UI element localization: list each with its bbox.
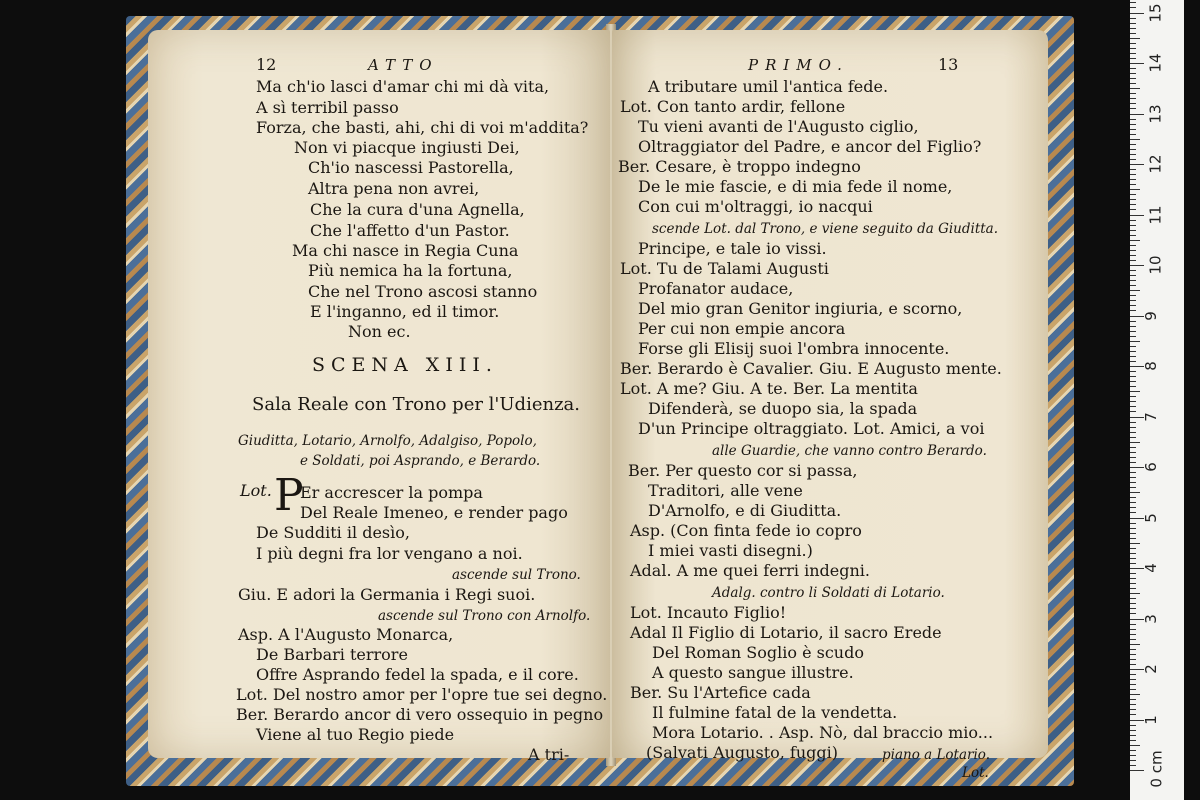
- verse-line: Che la cura d'una Agnella,: [310, 200, 525, 219]
- ruler-number: 11: [1146, 204, 1165, 225]
- dialogue-line: Ber. Cesare, è troppo indegno: [618, 157, 861, 176]
- ruler-tick: [1130, 639, 1136, 640]
- verse-line: Non ec.: [348, 322, 411, 341]
- ruler-tick: [1130, 73, 1136, 74]
- ruler-tick: [1130, 497, 1136, 498]
- ruler-tick: [1130, 750, 1136, 751]
- ruler-number: 1: [1141, 714, 1160, 725]
- dialogue-line: Con cui m'oltraggi, io nacqui: [638, 197, 873, 216]
- ruler-tick: [1130, 740, 1136, 741]
- dialogue-line: I miei vasti disegni.): [648, 541, 813, 560]
- ruler-tick: [1130, 629, 1136, 630]
- ruler-tick: [1130, 406, 1136, 407]
- ruler-number: 4: [1141, 563, 1160, 573]
- ruler-tick: [1130, 275, 1136, 276]
- ruler-tick: [1130, 270, 1136, 271]
- ruler-tick: [1130, 7, 1136, 8]
- dialogue-line: Lot. Incauto Figlio!: [630, 603, 787, 622]
- verse-line: E l'inganno, ed il timor.: [310, 302, 500, 321]
- ruler-tick: [1130, 326, 1136, 327]
- ruler-tick: [1130, 114, 1144, 115]
- ruler-tick: [1130, 139, 1140, 140]
- ruler-tick: [1130, 543, 1140, 544]
- ruler-number: 15: [1146, 2, 1165, 23]
- dialogue-line: Tu vieni avanti de l'Augusto ciglio,: [638, 117, 919, 136]
- ruler-tick: [1130, 159, 1136, 160]
- dialogue-line: Traditori, alle vene: [648, 481, 803, 500]
- ruler-tick: [1130, 245, 1136, 246]
- ruler-tick: [1130, 442, 1140, 443]
- ruler-tick: [1130, 578, 1136, 579]
- ruler-tick: [1130, 608, 1136, 609]
- dialogue-line: Ber. Su l'Artefice cada: [630, 683, 811, 702]
- verse-line: Ma chi nasce in Regia Cuna: [292, 241, 519, 260]
- ruler-tick: [1130, 280, 1136, 281]
- dialogue-line: Lot. Con tanto ardir, fellone: [620, 97, 846, 116]
- ruler-tick: [1130, 103, 1136, 104]
- ruler-tick: [1130, 704, 1136, 705]
- dialogue-line: Oltraggiator del Padre, e ancor del Figlio?: [638, 137, 982, 156]
- ruler-number: 13: [1146, 103, 1165, 124]
- dialogue-line: D'un Principe oltraggiato. Lot. Amici, a voi: [638, 419, 985, 438]
- ruler-tick: [1130, 755, 1136, 756]
- dialogue-line: Ber. Berardo è Cavalier. Giu. E Augusto mente.: [620, 359, 1002, 378]
- ruler-number: 7: [1141, 411, 1160, 422]
- ruler-tick: [1130, 28, 1136, 29]
- ruler-tick: [1130, 336, 1136, 337]
- ruler-tick: [1130, 43, 1136, 44]
- dialogue-line: Forse gli Elisij suoi l'ombra innocente.: [638, 339, 950, 358]
- ruler-tick: [1130, 220, 1136, 221]
- dialogue-line: A tributare umil l'antica fede.: [648, 77, 889, 96]
- ruler-tick: [1130, 396, 1136, 397]
- dialogue-line: Viene al tuo Regio piede: [256, 725, 455, 744]
- right-page-number: 13: [938, 55, 959, 74]
- dialogue-line: Adal. A me quei ferri indegni.: [630, 561, 870, 580]
- ruler-tick: [1130, 199, 1136, 200]
- ruler-tick: [1130, 129, 1136, 130]
- ruler-number: 5: [1141, 512, 1160, 523]
- ruler-tick: [1130, 78, 1136, 79]
- ruler-tick: [1130, 482, 1136, 483]
- verse-line: Che nel Trono ascosi stanno: [308, 282, 538, 301]
- verse-line: Ch'io nascessi Pastorella,: [308, 158, 514, 177]
- speaker-label: Lot.: [240, 481, 272, 500]
- ruler-number: 3: [1141, 613, 1160, 624]
- ruler-tick: [1130, 361, 1136, 362]
- verse-line: Non vi piacque ingiusti Dei,: [294, 138, 520, 157]
- stage-direction: ascende sul Trono.: [452, 567, 581, 583]
- ruler-tick: [1130, 401, 1136, 402]
- ruler-tick: [1130, 93, 1136, 94]
- ruler-tick: [1130, 204, 1136, 205]
- ruler-tick: [1130, 124, 1136, 125]
- ruler-tick: [1130, 194, 1136, 195]
- verse-line: Che l'affetto d'un Pastor.: [310, 221, 510, 240]
- dialogue-line: De Barbari terrore: [256, 645, 408, 664]
- ruler-tick: [1130, 411, 1136, 412]
- scale-ruler: [1130, 0, 1184, 800]
- ruler-number: 2: [1141, 664, 1160, 674]
- ruler-tick: [1130, 674, 1136, 675]
- dialogue-line: Ber. Per questo cor si passa,: [628, 461, 858, 480]
- ruler-tick: [1130, 548, 1136, 549]
- ruler-tick: [1130, 13, 1144, 14]
- ruler-tick: [1130, 649, 1136, 650]
- ruler-tick: [1130, 457, 1136, 458]
- ruler-tick: [1130, 538, 1136, 539]
- ruler-tick: [1130, 285, 1136, 286]
- ruler-number: 12: [1146, 154, 1165, 174]
- ruler-tick: [1130, 502, 1136, 503]
- ruler-tick: [1130, 53, 1136, 54]
- ruler-tick: [1130, 699, 1136, 700]
- left-running-head: ATTO: [368, 56, 439, 74]
- ruler-tick: [1130, 730, 1136, 731]
- ruler-tick: [1130, 714, 1136, 715]
- dialogue-line: Lot. Tu de Talami Augusti: [620, 259, 829, 278]
- ruler-tick: [1130, 149, 1136, 150]
- dialogue-line: Del Reale Imeneo, e render pago: [300, 503, 568, 522]
- dialogue-line: Profanator audace,: [638, 279, 794, 298]
- ruler-tick: [1130, 356, 1136, 357]
- ruler-tick: [1130, 492, 1140, 493]
- characters-line: Giuditta, Lotario, Arnolfo, Adalgiso, Popolo,: [238, 433, 537, 449]
- ruler-tick: [1130, 164, 1144, 165]
- ruler-tick: [1130, 184, 1136, 185]
- dialogue-line: Er accrescer la pompa: [300, 483, 483, 502]
- ruler-tick: [1130, 664, 1136, 665]
- ruler-tick: [1130, 573, 1136, 574]
- ruler-tick: [1130, 598, 1136, 599]
- ruler-tick: [1130, 593, 1140, 594]
- ruler-tick: [1130, 134, 1136, 135]
- ruler-tick: [1130, 644, 1140, 645]
- ruler-tick: [1130, 427, 1136, 428]
- scene-title: SCENA XIII.: [312, 354, 498, 376]
- catchword: A tri-: [528, 745, 570, 764]
- dialogue-line: De Sudditi il desìo,: [256, 523, 410, 542]
- dialogue-line: De le mie fascie, e di mia fede il nome,: [638, 177, 953, 196]
- ruler-tick: [1130, 447, 1136, 448]
- scene-setting: Sala Reale con Trono per l'Udienza.: [252, 394, 581, 415]
- ruler-tick: [1130, 23, 1136, 24]
- stage-direction: alle Guardie, che vanno contro Berardo.: [712, 443, 987, 459]
- ruler-tick: [1130, 563, 1136, 564]
- ruler-tick: [1130, 331, 1136, 332]
- verse-line: Forza, che basti, ahi, chi di voi m'addita?: [256, 118, 589, 137]
- ruler-tick: [1130, 422, 1136, 423]
- ruler-tick: [1130, 38, 1140, 39]
- ruler-tick: [1130, 760, 1136, 761]
- ruler-tick: [1130, 583, 1136, 584]
- ruler-tick: [1130, 624, 1136, 625]
- ruler-tick: [1130, 507, 1136, 508]
- ruler-tick: [1130, 745, 1140, 746]
- ruler-tick: [1130, 260, 1136, 261]
- ruler-tick: [1130, 603, 1136, 604]
- ruler-tick: [1130, 487, 1136, 488]
- ruler-tick: [1130, 512, 1136, 513]
- ruler-tick: [1130, 386, 1136, 387]
- ruler-tick: [1130, 305, 1136, 306]
- verse-line: Altra pena non avrei,: [308, 179, 480, 198]
- ruler-tick: [1130, 684, 1136, 685]
- verse-line: Ma ch'io lasci d'amar chi mi dà vita,: [256, 77, 550, 96]
- ruler-tick: [1130, 351, 1136, 352]
- ruler-tick: [1130, 68, 1136, 69]
- ruler-tick: [1130, 709, 1136, 710]
- ruler-tick: [1130, 63, 1144, 64]
- ruler-tick: [1130, 371, 1136, 372]
- ruler-tick: [1130, 694, 1140, 695]
- ruler-tick: [1130, 240, 1140, 241]
- ruler-tick: [1130, 765, 1136, 766]
- ruler-tick: [1130, 215, 1144, 216]
- ruler-tick: [1130, 154, 1136, 155]
- verse-line: A sì terribil passo: [256, 98, 399, 117]
- ruler-tick: [1130, 725, 1136, 726]
- ruler-tick: [1130, 659, 1136, 660]
- ruler-tick: [1130, 169, 1136, 170]
- ruler-tick: [1130, 98, 1136, 99]
- ruler-tick: [1130, 381, 1136, 382]
- ruler-tick: [1130, 250, 1136, 251]
- ruler-tick: [1130, 33, 1136, 34]
- ruler-tick: [1130, 88, 1140, 89]
- ruler-tick: [1130, 654, 1136, 655]
- ruler-tick: [1130, 477, 1136, 478]
- ruler-tick: [1130, 209, 1136, 210]
- dialogue-line: Difenderà, se duopo sia, la spada: [648, 399, 918, 418]
- ruler-tick: [1130, 290, 1140, 291]
- dialogue-line: Lot. Del nostro amor per l'opre tue sei degno.: [236, 685, 608, 704]
- stage-direction: Adalg. contro li Soldati di Lotario.: [712, 585, 945, 601]
- dialogue-line: Adal Il Figlio di Lotario, il sacro Erede: [630, 623, 942, 642]
- ruler-number: 14: [1146, 53, 1165, 73]
- ruler-tick: [1130, 735, 1136, 736]
- ruler-tick: [1130, 230, 1136, 231]
- drop-cap: P: [274, 470, 304, 521]
- ruler-tick: [1130, 462, 1136, 463]
- ruler-tick: [1130, 679, 1136, 680]
- dialogue-line: Lot. A me? Giu. A te. Ber. La mentita: [620, 379, 918, 398]
- dialogue-line: Asp. A l'Augusto Monarca,: [238, 625, 454, 644]
- ruler-tick: [1130, 83, 1136, 84]
- ruler-tick: [1130, 119, 1136, 120]
- ruler-tick: [1130, 144, 1136, 145]
- ruler-tick: [1130, 346, 1136, 347]
- dialogue-line: Principe, e tale io vissi.: [638, 239, 827, 258]
- dialogue-line: Per cui non empie ancora: [638, 319, 846, 338]
- ruler-tick: [1130, 634, 1136, 635]
- ruler-tick: [1130, 528, 1136, 529]
- ruler-tick: [1130, 689, 1136, 690]
- ruler-tick: [1130, 613, 1136, 614]
- ruler-tick: [1130, 58, 1136, 59]
- verse-line: Più nemica ha la fortuna,: [308, 261, 513, 280]
- ruler-number: 9: [1141, 310, 1160, 321]
- dialogue-line: Ber. Berardo ancor di vero ossequio in pegno: [236, 705, 604, 724]
- ruler-tick: [1130, 432, 1136, 433]
- ruler-number: 6: [1141, 462, 1160, 472]
- dialogue-line: A questo sangue illustre.: [652, 663, 854, 682]
- stage-direction: ascende sul Trono con Arnolfo.: [378, 608, 591, 624]
- ruler-tick: [1130, 295, 1136, 296]
- ruler-tick: [1130, 108, 1136, 109]
- ruler-tick: [1130, 321, 1136, 322]
- ruler-tick: [1130, 2, 1136, 3]
- ruler-tick: [1130, 341, 1140, 342]
- dialogue-line: Offre Asprando fedel la spada, e il core.: [256, 665, 579, 684]
- dialogue-line: Il fulmine fatal de la vendetta.: [652, 703, 898, 722]
- ruler-tick: [1130, 553, 1136, 554]
- ruler-tick: [1130, 48, 1136, 49]
- dialogue-line: Del Roman Soglio è scudo: [652, 643, 864, 662]
- characters-line: e Soldati, poi Asprando, e Berardo.: [300, 453, 541, 469]
- ruler-number: 8: [1141, 361, 1160, 371]
- ruler-tick: [1130, 189, 1140, 190]
- dialogue-line: Giu. E adori la Germania i Regi suoi.: [238, 585, 536, 604]
- stage-direction: scende Lot. dal Trono, e viene seguito da Giuditta.: [652, 221, 999, 237]
- ruler-tick: [1130, 310, 1136, 311]
- ruler-tick: [1130, 179, 1136, 180]
- dialogue-line: Del mio gran Genitor ingiuria, e scorno,: [638, 299, 963, 318]
- ruler-tick: [1130, 770, 1144, 771]
- dialogue-line: Mora Lotario. . Asp. Nò, dal braccio mio...: [652, 723, 994, 742]
- dialogue-line: I più degni fra lor vengano a noi.: [256, 544, 523, 563]
- ruler-tick: [1130, 391, 1140, 392]
- ruler-tick: [1130, 472, 1136, 473]
- left-page-number: 12: [256, 55, 277, 74]
- ruler-tick: [1130, 225, 1136, 226]
- ruler-tick: [1130, 533, 1136, 534]
- ruler-number: 10: [1146, 255, 1165, 275]
- stage-direction: piano a Lotario.: [882, 747, 990, 763]
- ruler-tick: [1130, 235, 1136, 236]
- dialogue-line: (Salvati Augusto, fuggi): [646, 743, 838, 762]
- catchword: Lot.: [962, 765, 989, 781]
- ruler-tick: [1130, 437, 1136, 438]
- ruler-tick: [1130, 588, 1136, 589]
- dialogue-line: D'Arnolfo, e di Giuditta.: [648, 501, 842, 520]
- ruler-unit-label: 0 cm: [1147, 750, 1166, 788]
- ruler-tick: [1130, 174, 1136, 175]
- ruler-tick: [1130, 523, 1136, 524]
- ruler-tick: [1130, 376, 1136, 377]
- ruler-tick: [1130, 558, 1136, 559]
- dialogue-line: Asp. (Con finta fede io copro: [630, 521, 862, 540]
- ruler-tick: [1130, 255, 1136, 256]
- ruler-tick: [1130, 265, 1144, 266]
- ruler-tick: [1130, 300, 1136, 301]
- ruler-tick: [1130, 18, 1136, 19]
- right-running-head: PRIMO.: [748, 56, 849, 74]
- ruler-tick: [1130, 452, 1136, 453]
